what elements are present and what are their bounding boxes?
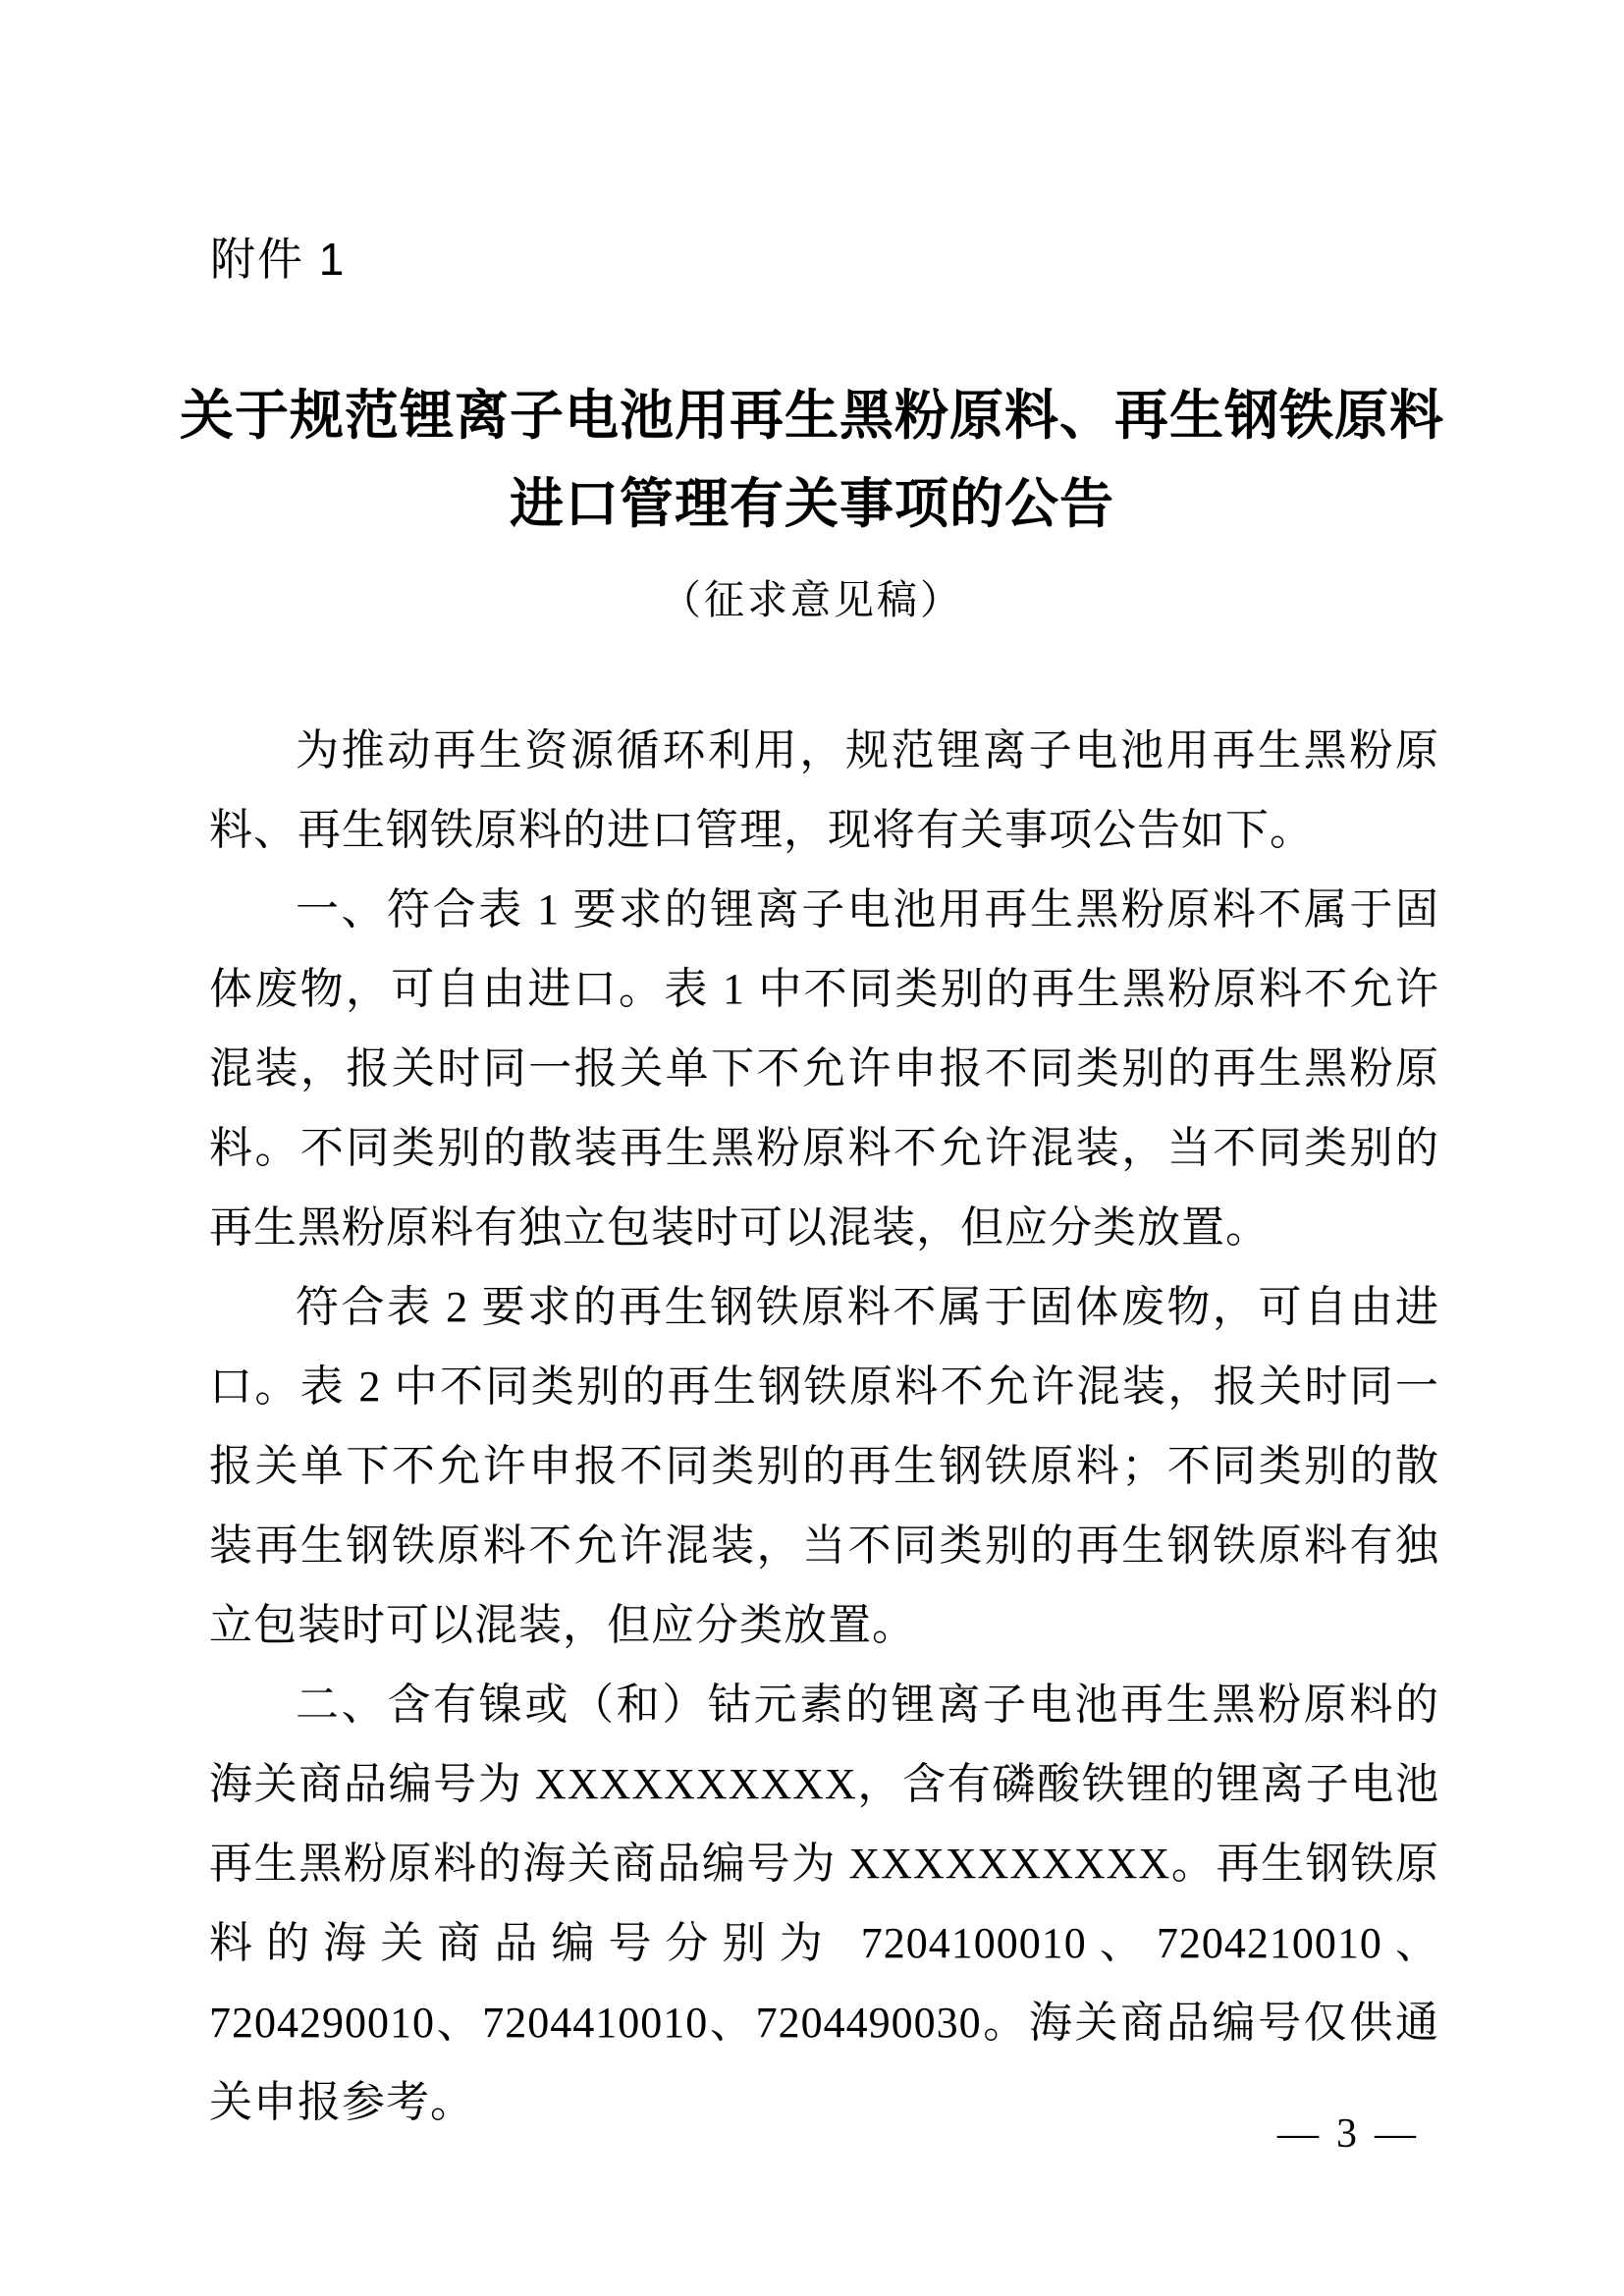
document-title: [0, 371, 1624, 548]
page-number-value: 3: [1336, 2111, 1357, 2157]
page-number-dash-left: —: [1277, 2111, 1319, 2157]
document-title-line-2: 进口管理有关事项的公告: [509, 473, 1114, 534]
attachment-label: 附件 1: [210, 234, 347, 285]
document-body: [209, 711, 1439, 2142]
body-paragraph-1: 为推动再生资源循环利用，规范锂离子电池用再生黑粉原料、再生钢铁原料的进口管理，现将有关事项公告如下。: [209, 726, 1439, 854]
body-paragraph-3: 符合表 2 要求的再生钢铁原料不属于固体废物，可自由进口。表 2 中不同类别的再生钢铁原料不允许混装，报关时同一报关单下不允许申报不同类别的再生钢铁原料；不同类别的散装再生钢铁原料不允许混装，当不同类别的再生钢铁原料有独立包装时可以混装，但应分类放置。: [209, 1283, 1439, 1649]
page-number-footer: [1277, 2110, 1416, 2158]
document-title-line-1: 关于规范锂离子电池用再生黑粉原料、再生钢铁原料: [179, 385, 1444, 446]
page-number-dash-right: —: [1375, 2111, 1416, 2157]
body-paragraph-4: 二、含有镍或（和）钴元素的锂离子电池再生黑粉原料的海关商品编号为 XXXXXXXXXX，含有磷酸铁锂的锂离子电池再生黑粉原料的海关商品编号为 XXXXXXXXXX。再生钢铁原料的海关商品编号分别为 7204100010、7204210010、7204290010、7204410010、7204490030。海关商品编号仅供通关申报参考。: [209, 1681, 1439, 2126]
draft-subtitle: （征求意见稿）: [661, 577, 963, 622]
body-paragraph-2: 一、符合表 1 要求的锂离子电池用再生黑粉原料不属于固体废物，可自由进口。表 1 中不同类别的再生黑粉原料不允许混装，报关时同一报关单下不允许申报不同类别的再生黑粉原料。不同类别的散装再生黑粉原料不允许混装，当不同类别的再生黑粉原料有独立包装时可以混装，但应分类放置。: [209, 885, 1439, 1252]
